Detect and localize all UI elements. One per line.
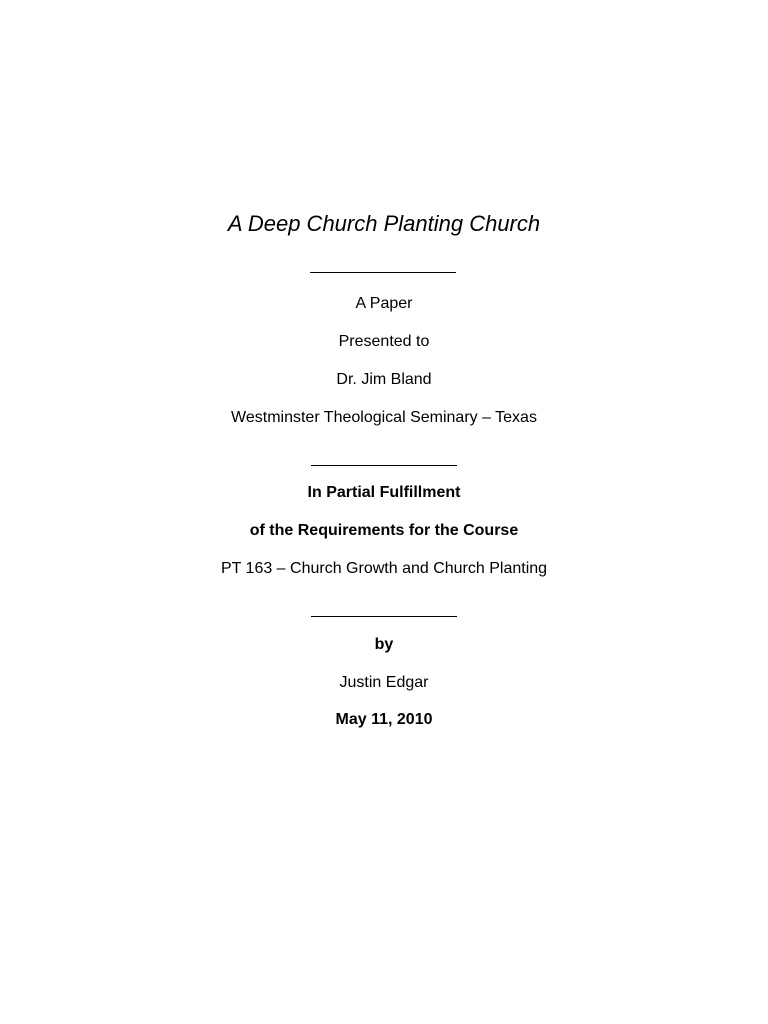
fulfillment-line-2: of the Requirements for the Course — [249, 522, 519, 539]
separator-rule-3 — [311, 616, 457, 617]
author-name: Justin Edgar — [339, 674, 429, 691]
course-name: PT 163 – Church Growth and Church Planting — [220, 560, 548, 577]
document-title: A Deep Church Planting Church — [227, 211, 541, 236]
institution-name: Westminster Theological Seminary – Texas — [231, 409, 537, 426]
document-date: May 11, 2010 — [335, 711, 433, 728]
presented-to-label: Presented to — [338, 333, 430, 350]
fulfillment-line-1: In Partial Fulfillment — [307, 484, 461, 501]
recipient-name: Dr. Jim Bland — [336, 371, 432, 388]
separator-rule-1 — [310, 272, 456, 273]
separator-rule-2 — [311, 465, 457, 466]
by-label: by — [374, 636, 394, 653]
paper-label: A Paper — [355, 295, 413, 312]
